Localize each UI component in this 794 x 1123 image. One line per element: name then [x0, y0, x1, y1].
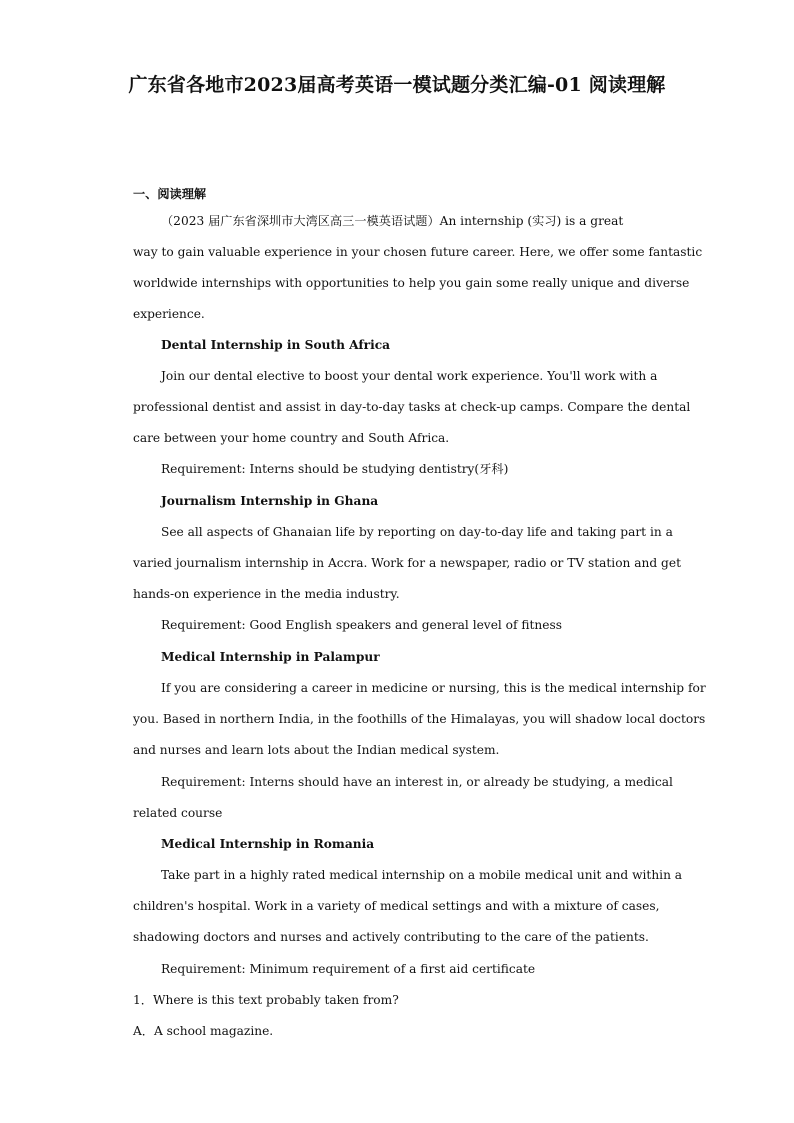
- internship-heading: Medical Internship in Romania: [161, 837, 375, 851]
- internship-requirement: Requirement: Interns should be studying dentistry(牙科): [161, 462, 509, 476]
- internship-heading: Dental Internship in South Africa: [161, 338, 391, 352]
- answer-option: A．A school magazine.: [133, 1024, 274, 1038]
- internship-body-line: varied journalism internship in Accra. Work for a newspaper, radio or TV station and get: [133, 556, 681, 570]
- intro-line: worldwide internships with opportunities to help you gain some really unique and diverse: [133, 276, 690, 290]
- internship-requirement: Requirement: Minimum requirement of a first aid certificate: [161, 962, 536, 976]
- section-heading: 一、阅读理解: [133, 187, 207, 201]
- intro-line: （2023 届广东省深圳市大湾区高三一模英语试题）An internship (实习) is a great: [161, 214, 624, 228]
- internship-heading: Medical Internship in Palampur: [161, 650, 380, 664]
- intro-line: way to gain valuable experience in your chosen future career. Here, we offer some fantastic: [133, 245, 703, 259]
- internship-body-line: Take part in a highly rated medical internship on a mobile medical unit and within a: [161, 868, 683, 882]
- question-stem: 1．Where is this text probably taken from?: [133, 993, 399, 1007]
- internship-body-line: shadowing doctors and nurses and actively contributing to the care of the patients.: [133, 930, 649, 944]
- internship-body-line: professional dentist and assist in day-to-day tasks at check-up camps. Compare the dental: [133, 400, 691, 414]
- internship-body-line: care between your home country and South Africa.: [133, 431, 450, 445]
- internship-body-line: hands-on experience in the media industry.: [133, 587, 400, 601]
- internship-body-line: and nurses and learn lots about the Indian medical system.: [133, 743, 500, 757]
- internship-body-line: If you are considering a career in medicine or nursing, this is the medical internship for: [161, 681, 706, 695]
- internship-requirement: Requirement: Good English speakers and general level of fitness: [161, 618, 562, 632]
- internship-requirement: related course: [133, 806, 223, 820]
- internship-body-line: you. Based in northern India, in the foothills of the Himalayas, you will shadow local doctors: [133, 712, 706, 726]
- internship-heading: Journalism Internship in Ghana: [161, 494, 379, 508]
- internship-requirement: Requirement: Interns should have an interest in, or already be studying, a medical: [161, 775, 673, 789]
- internship-body-line: children's hospital. Work in a variety of medical settings and with a mixture of cases,: [133, 899, 660, 913]
- internship-body-line: Join our dental elective to boost your dental work experience. You'll work with a: [161, 369, 658, 383]
- internship-body-line: See all aspects of Ghanaian life by reporting on day-to-day life and taking part in a: [161, 525, 673, 539]
- page-title: 广东省各地市2023届高考英语一模试题分类汇编-01 阅读理解: [128, 74, 666, 96]
- intro-line: experience.: [133, 307, 205, 321]
